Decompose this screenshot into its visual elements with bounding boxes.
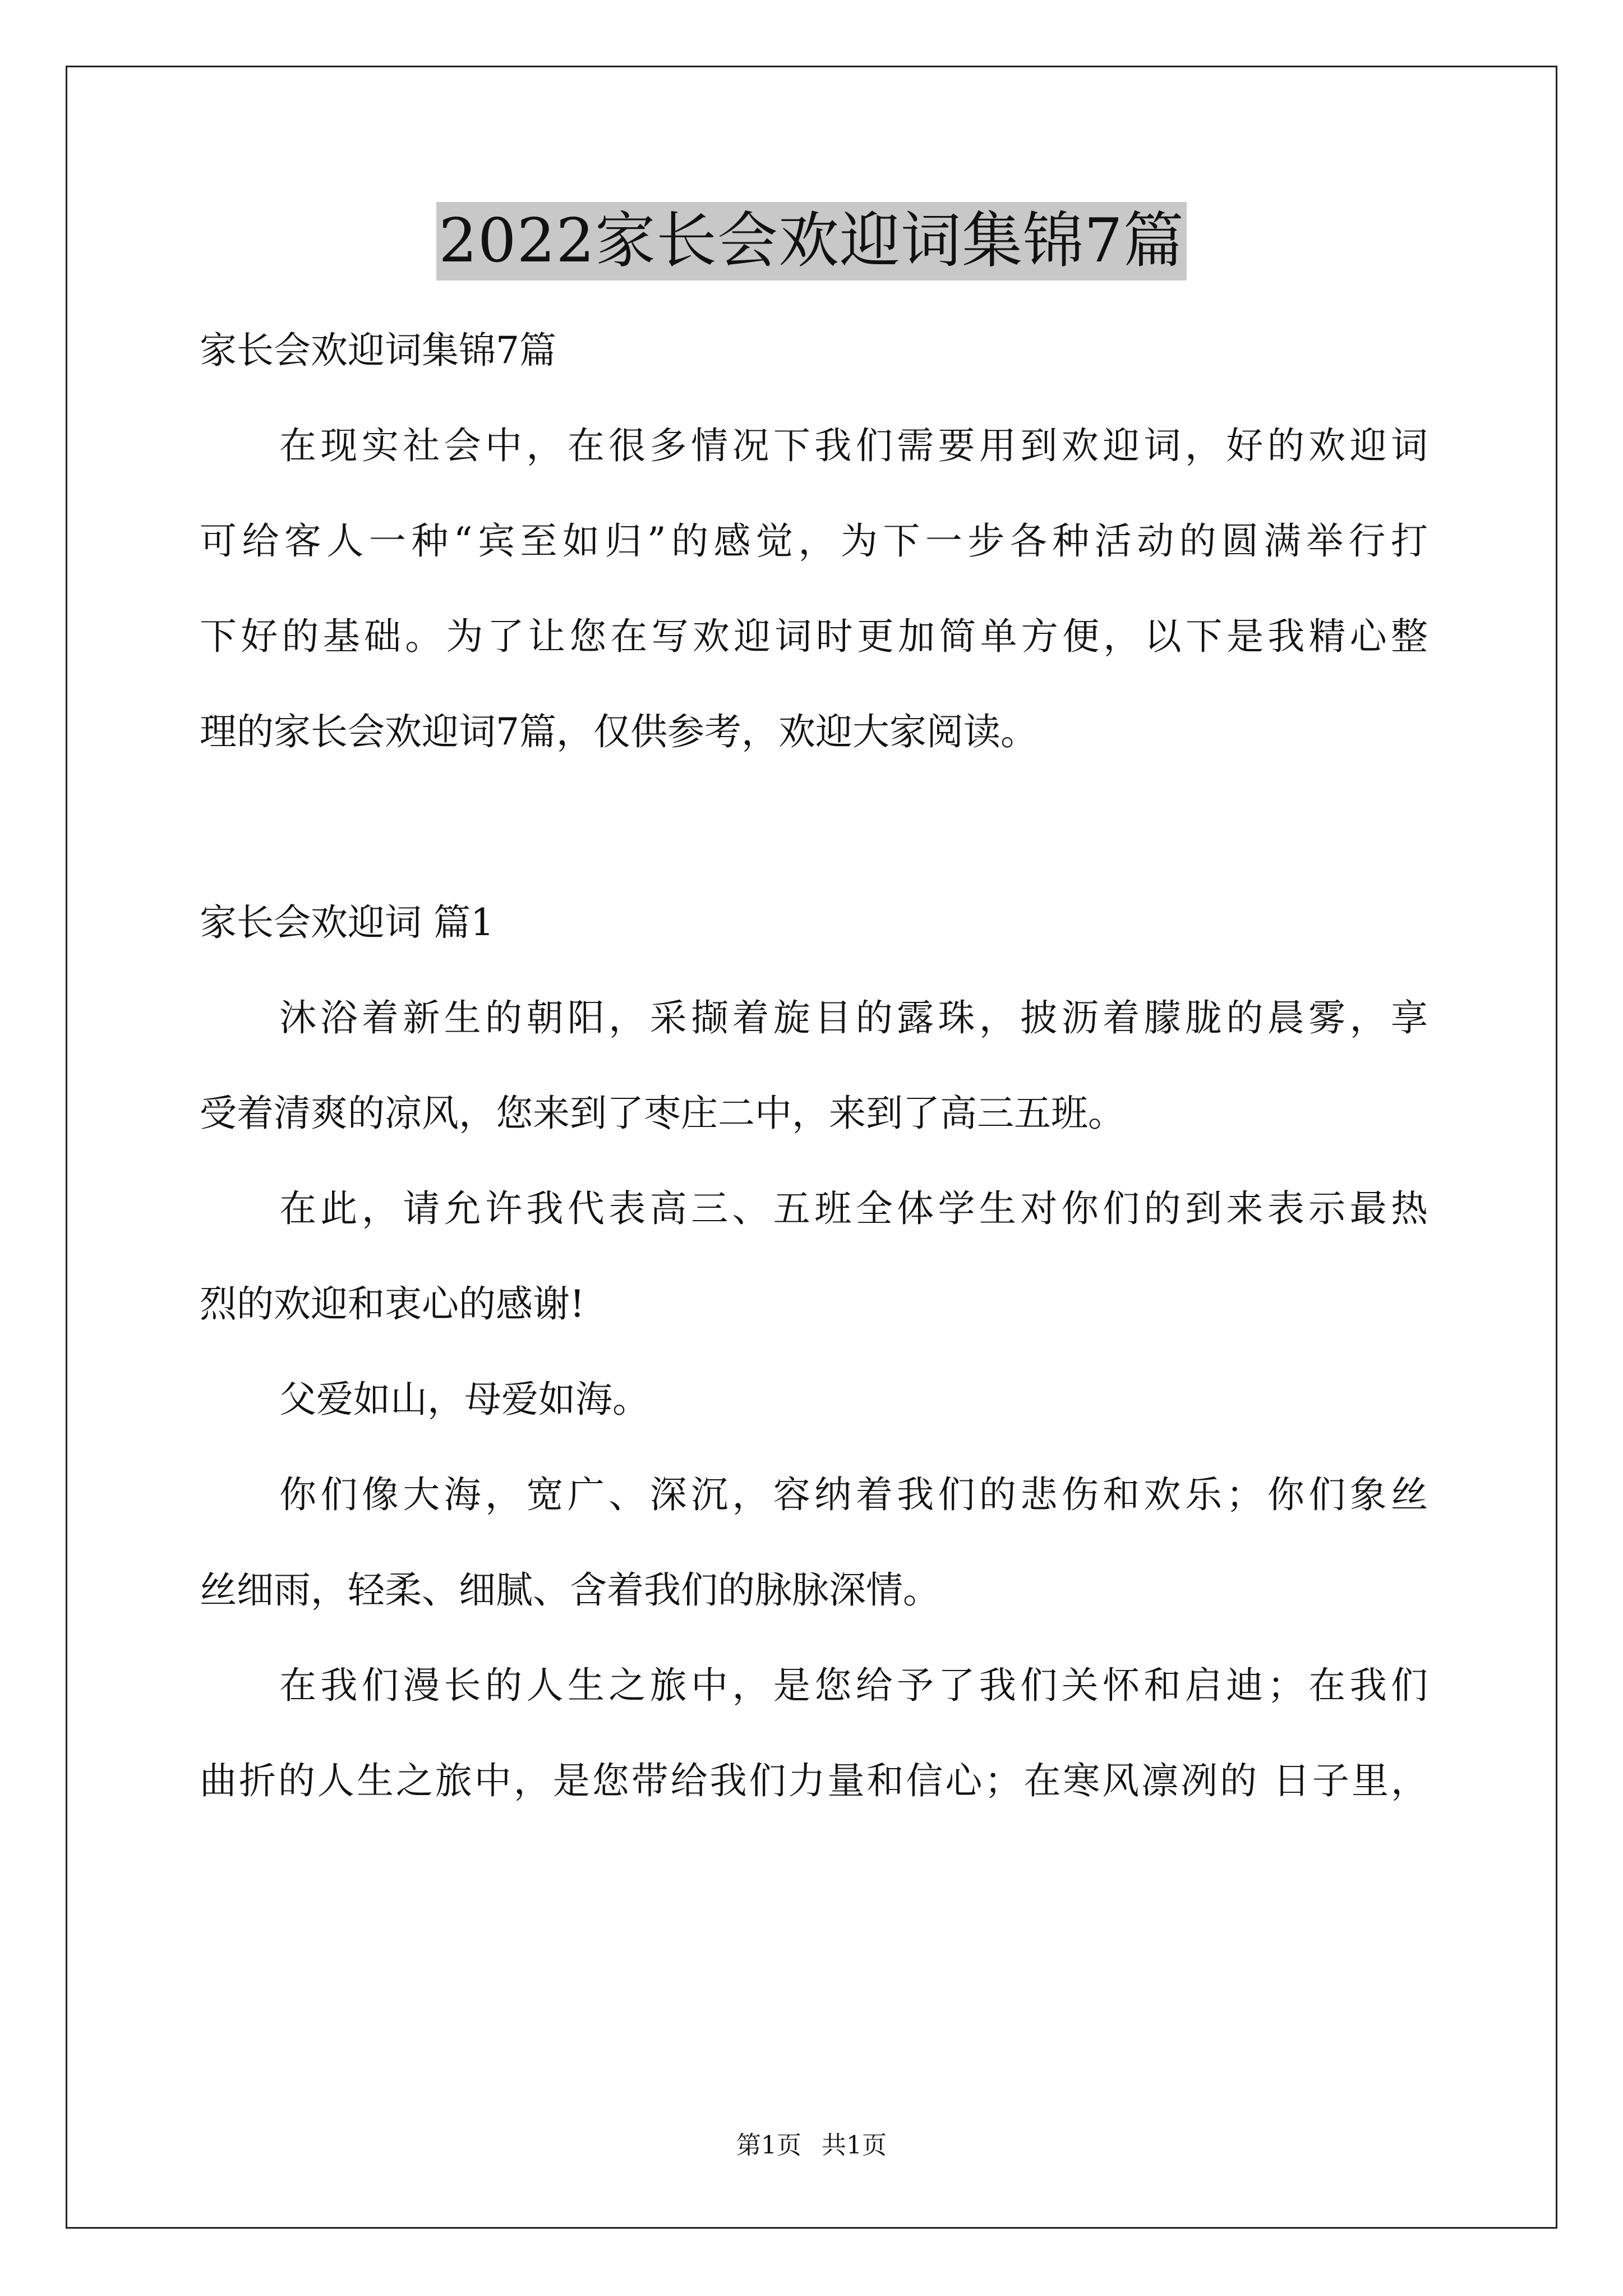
document-title: 2022家长会欢迎词集锦7篇 <box>436 202 1187 280</box>
page-number: 第1页 <box>736 2131 801 2160</box>
section-heading: 家长会欢迎词 篇1 <box>200 901 494 944</box>
paragraph-line: 你们像大海，宽广、深沉，容纳着我们的悲伤和欢乐；你们象丝 <box>279 1473 1428 1516</box>
paragraph-gap <box>200 780 1428 875</box>
paragraph-line: 在此，请允许我代表高三、五班全体学生对你们的到来表示最热 <box>279 1187 1428 1230</box>
document-subtitle: 家长会欢迎词集锦7篇 <box>200 329 556 372</box>
title-container <box>0 202 1623 280</box>
intro-line: 可给客人一种“宾至如归”的感觉，为下一步各种活动的圆满举行打 <box>200 519 1428 563</box>
intro-line: 理的家长会欢迎词7篇，仅供参考，欢迎大家阅读。 <box>200 710 1038 753</box>
paragraph-line: 曲折的人生之旅中，是您带给我们力量和信心；在寒风凛冽的 日子里， <box>200 1759 1428 1802</box>
intro-line: 在现实社会中，在很多情况下我们需要用到欢迎词，好的欢迎词 <box>279 424 1428 467</box>
paragraph-line: 父爱如山，母爱如海。 <box>279 1378 649 1421</box>
paragraph-line: 丝细雨，轻柔、细腻、含着我们的脉脉深情。 <box>200 1568 940 1612</box>
page-footer <box>0 2129 1623 2162</box>
paragraph-line: 沐浴着新生的朝阳，采撷着旋目的露珠，披沥着朦胧的晨雾，享 <box>279 996 1428 1039</box>
paragraph-line: 烈的欢迎和衷心的感谢! <box>200 1282 585 1326</box>
page-total: 共1页 <box>822 2131 887 2160</box>
paragraph-line: 在我们漫长的人生之旅中，是您给予了我们关怀和启迪；在我们 <box>279 1664 1428 1707</box>
intro-line: 下好的基础。为了让您在写欢迎词时更加简单方便，以下是我精心整 <box>200 615 1428 658</box>
document-body <box>200 303 1428 1829</box>
paragraph-line: 受着清爽的凉风，您来到了枣庄二中，来到了高三五班。 <box>200 1092 1125 1135</box>
